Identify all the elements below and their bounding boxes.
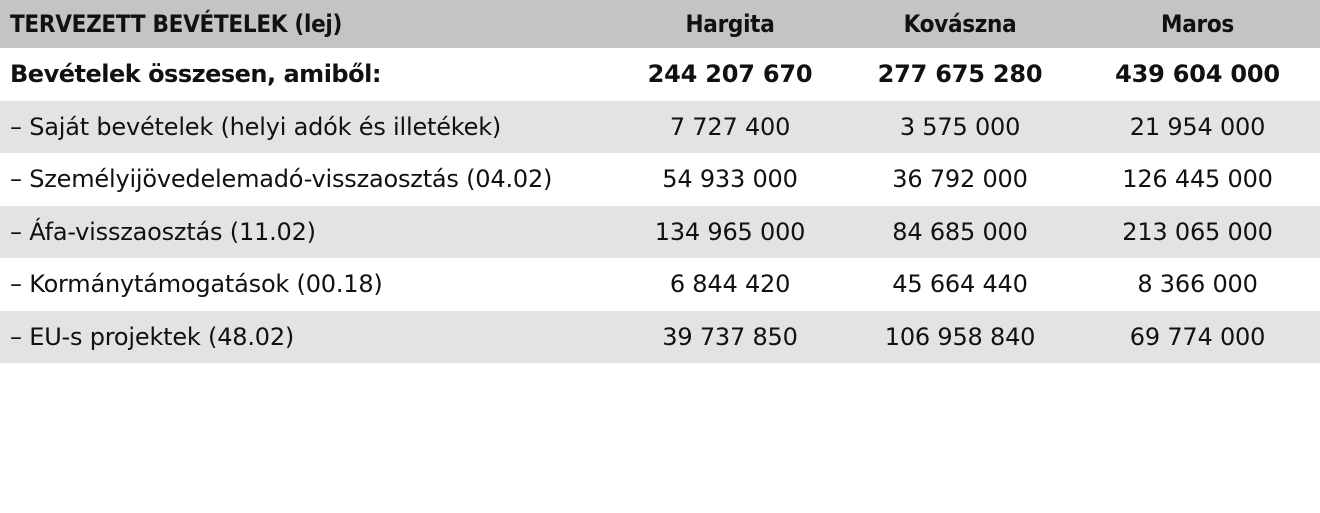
cell-kovaszna: 36 792 000 bbox=[892, 165, 1028, 194]
cell-kovaszna: 3 575 000 bbox=[845, 101, 1075, 154]
cell-kovaszna: 84 685 000 bbox=[845, 206, 1075, 259]
cell-maros: 213 065 000 bbox=[1075, 206, 1320, 259]
column-header-maros: Maros bbox=[1075, 0, 1320, 48]
cell-hargita: 134 965 000 bbox=[615, 206, 845, 259]
table-row bbox=[0, 206, 1320, 259]
row-label: – Áfa-visszaosztás (11.02) bbox=[0, 206, 615, 259]
cell-maros: 126 445 000 bbox=[1122, 165, 1273, 194]
cell-maros: 69 774 000 bbox=[1075, 311, 1320, 364]
row-label: – EU-s projektek (48.02) bbox=[0, 311, 615, 364]
table-header-row bbox=[0, 0, 1320, 48]
table-row bbox=[0, 153, 1320, 206]
column-header-kovaszna: Kovászna bbox=[845, 0, 1075, 48]
cell-kovaszna: 277 675 280 bbox=[877, 60, 1043, 89]
cell-kovaszna: 45 664 440 bbox=[892, 270, 1028, 299]
cell-hargita: 7 727 400 bbox=[615, 101, 845, 154]
row-label: – Kormánytámogatások (00.18) bbox=[10, 270, 383, 299]
cell-hargita: 54 933 000 bbox=[662, 165, 798, 194]
table-row-total bbox=[0, 48, 1320, 101]
cell-maros: 21 954 000 bbox=[1075, 101, 1320, 154]
cell-kovaszna: 106 958 840 bbox=[845, 311, 1075, 364]
cell-maros: 8 366 000 bbox=[1137, 270, 1258, 299]
row-label: Bevételek összesen, amiből: bbox=[10, 60, 381, 89]
table-row bbox=[0, 101, 1320, 154]
cell-maros: 439 604 000 bbox=[1115, 60, 1280, 89]
cell-hargita: 244 207 670 bbox=[647, 60, 813, 89]
column-header-hargita: Hargita bbox=[615, 0, 845, 48]
row-label: – Személyijövedelemadó-visszaosztás (04.02) bbox=[10, 165, 553, 194]
table-row bbox=[0, 311, 1320, 364]
cell-hargita: 39 737 850 bbox=[615, 311, 845, 364]
cell-hargita: 6 844 420 bbox=[669, 270, 791, 299]
table-row bbox=[0, 258, 1320, 311]
table-title: TERVEZETT BEVÉTELEK (lej) bbox=[0, 0, 615, 48]
row-label: – Saját bevételek (helyi adók és illetékek) bbox=[0, 101, 615, 154]
